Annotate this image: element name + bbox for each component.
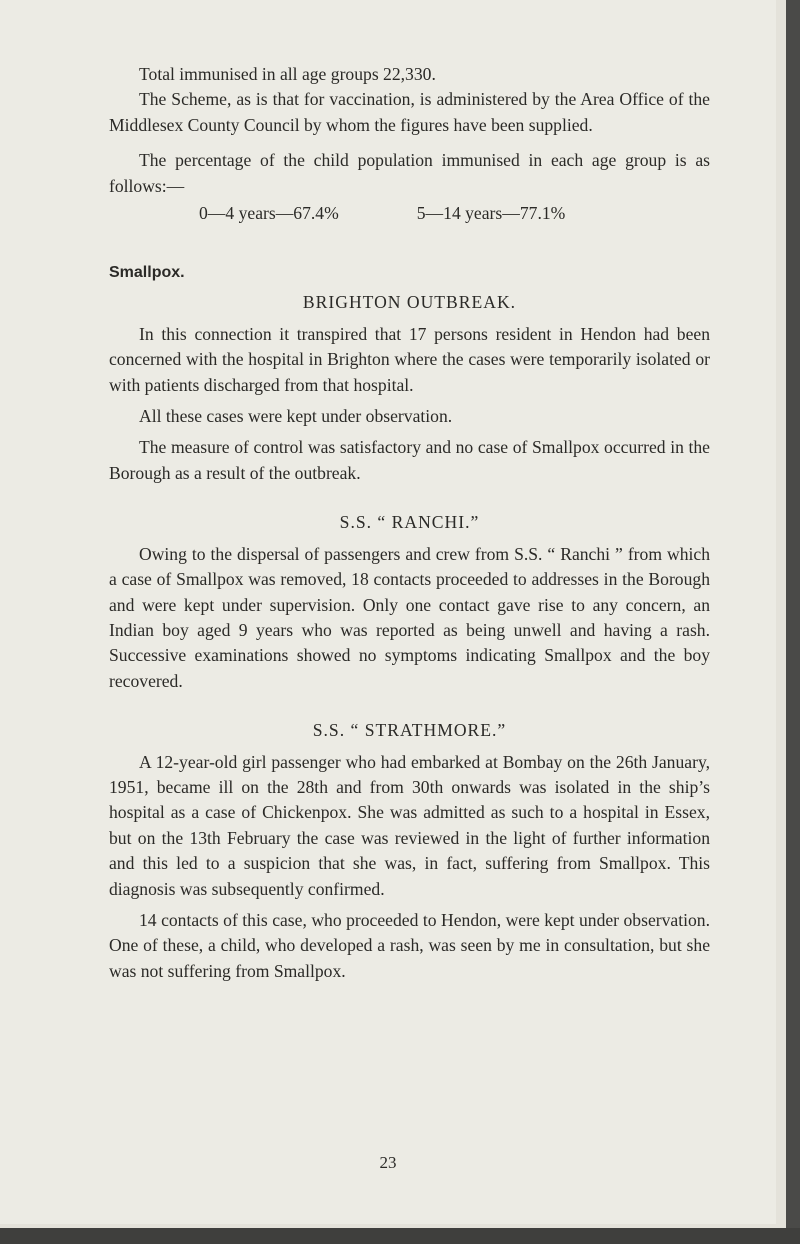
percentage-row	[109, 201, 710, 226]
brighton-p3: The measure of control was satisfactory and no case of Smallpox occurred in the Borough as a result of the outbreak.	[109, 437, 710, 483]
scan-edge-right	[786, 0, 800, 1244]
scan-edge-bottom	[0, 1228, 800, 1244]
heading-strathmore: S.S. “ STRATHMORE.”	[312, 720, 507, 741]
section-label-smallpox: Smallpox.	[109, 264, 185, 282]
percentage-intro: The percentage of the child population immunised in each age group is as follows:—	[109, 150, 710, 196]
brighton-p2: All these cases were kept under observation.	[139, 406, 453, 427]
heading-ranchi: S.S. “ RANCHI.”	[339, 512, 480, 533]
pct-0-4: 0—4 years—67.4%	[199, 203, 339, 224]
brighton-p1: In this connection it transpired that 17 persons resident in Hendon had been concerned with the hospital in Brighton where the cases were temporarily isolated or with patients discharged from that hospital.	[109, 323, 710, 395]
page-number: 23	[379, 1153, 397, 1172]
ranchi-p1: Owing to the dispersal of passengers and crew from S.S. “ Ranchi ” from which a case of Smallpox was removed, 18 contacts proceeded to addresses in the Borough and were kept under supervision. Only one contact gave rise to any concern, an Indian boy aged 9 years who was reported as being unwell and having a rash. Successive examinations showed no symptoms indicating Smallpox and the boy recovered.	[109, 543, 710, 691]
strathmore-p2: 14 contacts of this case, who proceeded to Hendon, were kept under observation. One of these, a child, who developed a rash, was seen by me in consultation, but she was not suffering from Smallpox.	[109, 909, 710, 981]
spacer	[109, 138, 710, 148]
heading-brighton: BRIGHTON OUTBREAK.	[302, 292, 517, 313]
total-immunised: Total immunised in all age groups 22,330.	[139, 64, 436, 84]
scheme-paragraph: The Scheme, as is that for vaccination, is administered by the Area Office of the Middlesex County Council by whom the figures have been supplied.	[109, 89, 710, 135]
strathmore-p1: A 12-year-old girl passenger who had embarked at Bombay on the 26th January, 1951, became ill on the 28th and from 30th onwards was isolated in the ship’s hospital as a case of Chickenpox. She was admitted as such to a hospital in Essex, but on the 13th February the case was reviewed in the light of further information and this led to a suspicion that she was, in fact, suffering from Smallpox. This diagnosis was subsequently confirmed.	[109, 751, 710, 899]
pct-5-14: 5—14 years—77.1%	[416, 203, 566, 224]
page-content	[109, 62, 710, 984]
